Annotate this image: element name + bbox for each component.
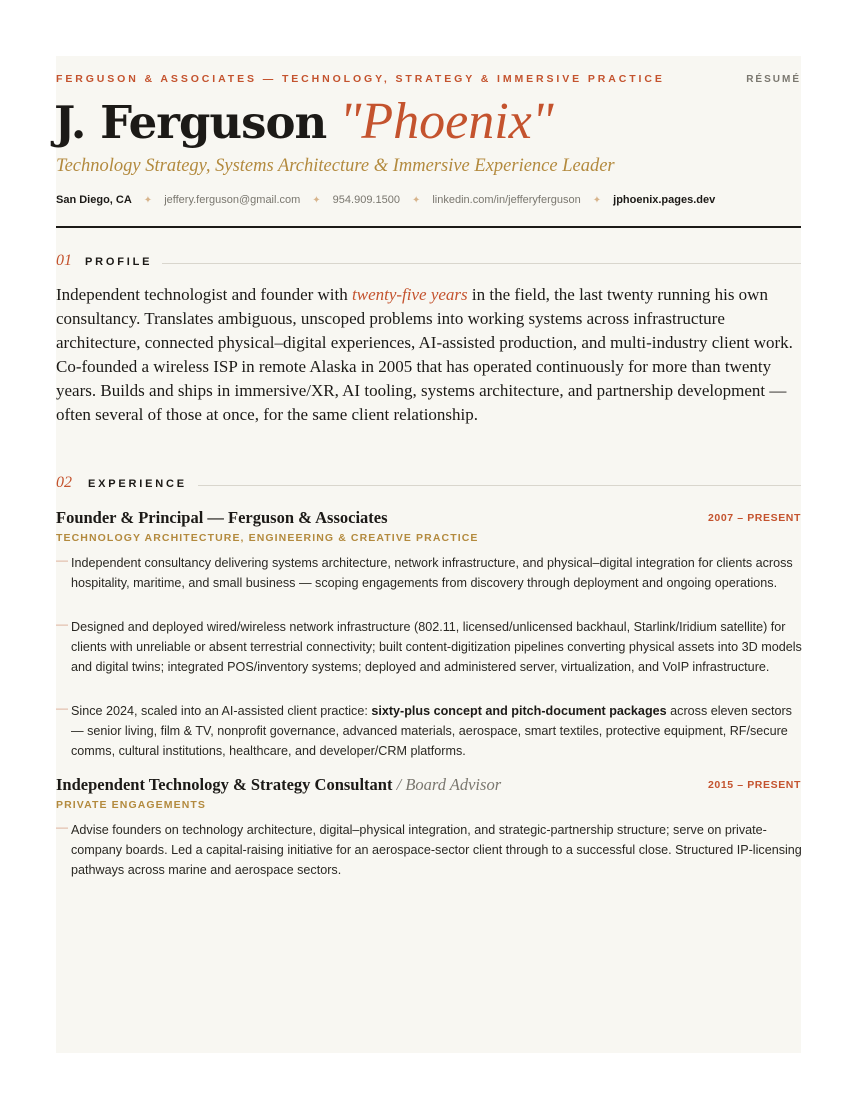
job-subtitle: TECHNOLOGY ARCHITECTURE, ENGINEERING & CREATIVE PRACTICE	[56, 532, 479, 544]
person-name: J. Ferguson	[54, 96, 327, 149]
bullet-text-part: across eleven sectors — senior living, film & TV, nonprofit governance, advanced materials, aerospace, smart textiles, protective equipment, RF/secure comms, cultural institutions, healthcare, and developer/CRM platforms.	[71, 704, 792, 758]
contact-location: San Diego, CA	[56, 194, 132, 206]
job-dates: 2007 – PRESENT	[707, 512, 801, 524]
dash-icon: —	[56, 553, 68, 567]
profile-text: in the field, the last twenty running his own consultancy. Translates ambiguous, unscoped problems into working systems across infrastructure architecture, connected physical–digital experiences, AI-assisted production, and multi-industry client work. Co-founded a wireless ISP in remote Alaska in 2005 that has operated continuously for more than twenty years. Builds and ships in immersive/XR, AI tooling, systems architecture, and partnership development — often several of those at once, for the same client relationship.	[56, 285, 793, 424]
section-rule	[162, 263, 801, 264]
bullet-text: Advise founders on technology architecture, digital–physical integration, and strategic-partnership structure; serve on private-company boards. Led a capital-raising initiative for an aerospace-sector client through to a successful close. Structured IP-licensing pathways across marine and aerospace sectors.	[71, 823, 802, 877]
contact-bar	[56, 194, 715, 206]
practice-kicker: FERGUSON & ASSOCIATES — TECHNOLOGY, STRATEGY & IMMERSIVE PRACTICE	[56, 73, 665, 85]
bullet-text: Independent consultancy delivering systems architecture, network infrastructure, and physical–digital integration for clients across hospitality, maritime, and small business — scoping engagements from discovery through deployment and ongoing operations.	[71, 556, 793, 590]
bullet-text	[71, 701, 803, 761]
job-title: Founder & Principal — Ferguson & Associates	[56, 508, 388, 527]
contact-website[interactable]: jphoenix.pages.dev	[613, 194, 716, 206]
section-title: EXPERIENCE	[88, 478, 187, 490]
job-subtitle: PRIVATE ENGAGEMENTS	[56, 799, 207, 811]
dash-icon: —	[56, 820, 68, 834]
resume-tag: RÉSUMÉ	[746, 74, 801, 85]
professional-headline: Technology Strategy, Systems Architecture & Immersive Experience Leader	[56, 156, 615, 176]
bullet-text-part: Since 2024, scaled into an AI-assisted client practice:	[71, 704, 372, 718]
separator-icon: ✦	[143, 195, 153, 206]
contact-phone[interactable]: 954.909.1500	[332, 194, 400, 206]
separator-icon: ✦	[312, 195, 321, 206]
separator-icon: ✦	[592, 195, 602, 206]
job-dates: 2015 – PRESENT	[707, 779, 801, 791]
job-title-main: Independent Technology & Strategy Consultant	[56, 775, 393, 794]
section-title: PROFILE	[85, 256, 153, 268]
section-number: 02	[56, 474, 72, 491]
header-divider	[56, 226, 801, 228]
profile-section-header	[56, 252, 801, 272]
profile-summary	[56, 283, 801, 427]
section-rule	[198, 485, 801, 486]
contact-linkedin[interactable]: linkedin.com/in/jefferyferguson	[432, 194, 581, 206]
profile-text: Independent technologist and founder with	[56, 285, 353, 304]
dash-icon: —	[56, 701, 68, 715]
section-number: 01	[56, 252, 72, 269]
profile-emphasis: twenty-five years	[352, 285, 468, 304]
name-heading	[54, 94, 554, 151]
dash-icon: —	[56, 617, 68, 631]
job-title-suffix: / Board Advisor	[392, 775, 502, 794]
experience-section-header	[56, 474, 801, 494]
separator-icon: ✦	[411, 195, 421, 206]
job-title	[56, 775, 501, 795]
bullet-text: Designed and deployed wired/wireless network infrastructure (802.11, licensed/unlicensed backhaul, Starlink/Iridium satellite) for clients with unreliable or absent terrestrial connectivity; built content-digitization pipelines converting physical assets into 3D models and digital twins; integrated POS/inventory systems; deployed and administered server, virtualization, and VoIP infrastructure.	[71, 620, 802, 674]
bullet-emphasis: sixty-plus concept and pitch-document packages	[371, 704, 667, 718]
person-nickname: "Phoenix"	[339, 93, 554, 150]
resume-sheet	[56, 56, 801, 1053]
contact-email[interactable]: jeffery.ferguson@gmail.com	[164, 194, 301, 206]
